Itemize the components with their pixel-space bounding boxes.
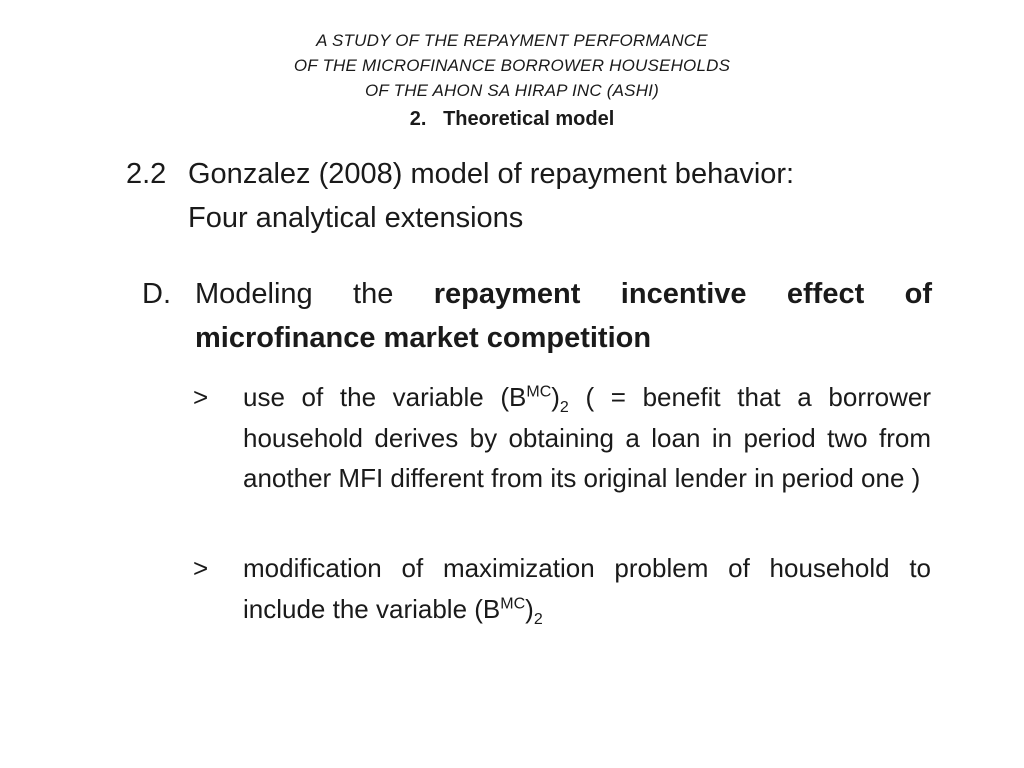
bullet-item-2 [193, 548, 931, 629]
subsection-heading [126, 152, 946, 240]
point-d [142, 272, 932, 360]
subscript-2: 2 [533, 610, 543, 628]
bullet-marker: > [193, 382, 209, 412]
section-heading [0, 105, 1024, 133]
bullet-marker: > [193, 553, 209, 583]
paren-close: ) [525, 593, 534, 624]
point-text-bold: repayment incentive effect of microfinance market competition [195, 278, 932, 354]
point-text [195, 272, 932, 360]
section-title: Theoretical model [443, 108, 615, 130]
study-title-line-2: OF THE MICROFINANCE BORROWER HOUSEHOLDS [293, 56, 731, 75]
slide-header [0, 28, 1024, 133]
bullet-text [243, 377, 931, 499]
subsection-title-line-2: Four analytical extensions [188, 202, 524, 234]
bullet-text [243, 548, 931, 629]
bullet-text-after: ( = benefit that a borrower household derives by obtaining a loan in period two from another MFI different from its original lender in period one ) [243, 382, 931, 493]
study-title-line-3: OF THE AHON SA HIRAP INC (ASHI) [365, 81, 659, 100]
superscript-mc: MC [500, 594, 526, 612]
bullet-item-1 [193, 377, 931, 499]
bullet-text-before: use of the variable (B [243, 382, 527, 412]
subsection-number: 2.2 [126, 158, 167, 190]
study-title-line-1: A STUDY OF THE REPAYMENT PERFORMANCE [316, 31, 708, 50]
point-text-prefix: Modeling the [195, 278, 434, 310]
section-number: 2. [409, 108, 427, 130]
point-letter: D. [142, 278, 171, 310]
paren-close: ) [551, 382, 560, 412]
superscript-mc: MC [526, 383, 552, 401]
subscript-2: 2 [559, 399, 569, 417]
subsection-title-line-1: Gonzalez (2008) model of repayment behavior: [188, 158, 795, 190]
bullet-text-before: modification of maximization problem of household to include the variable (B [243, 553, 931, 624]
